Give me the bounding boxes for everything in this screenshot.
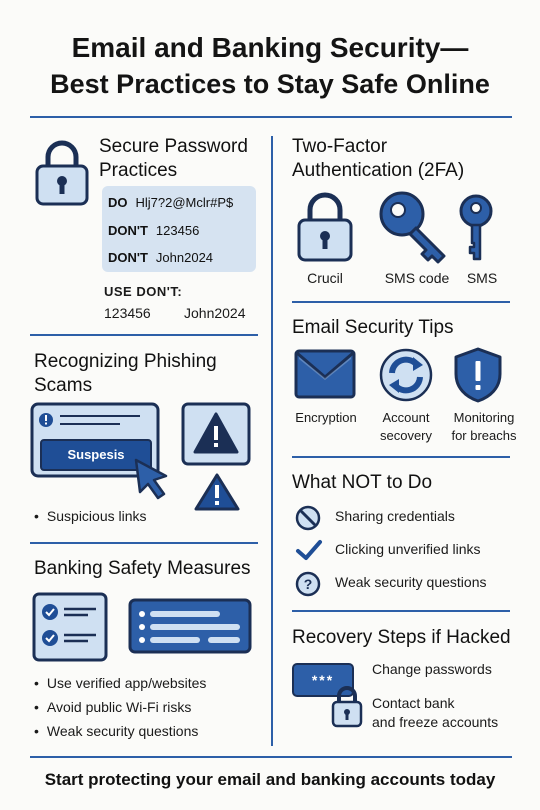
page-title-line2: Best Practices to Stay Safe Online bbox=[50, 69, 490, 99]
email-tip-label: for breachs bbox=[451, 428, 517, 443]
section-divider bbox=[30, 334, 258, 336]
phishing-title-line1: Recognizing Phishing bbox=[34, 351, 217, 372]
footer-cta: Start protecting your email and banking accounts today bbox=[44, 770, 496, 789]
column-divider bbox=[271, 136, 273, 746]
recovery-step: Change passwords bbox=[372, 661, 492, 677]
page-title-line1: Email and Banking Security— bbox=[71, 32, 469, 63]
banking-bullet: • Avoid public Wi-Fi risks bbox=[34, 699, 191, 715]
lock-icon bbox=[34, 137, 90, 207]
section-divider bbox=[292, 456, 510, 458]
small-key-icon bbox=[458, 193, 494, 263]
prohibited-icon bbox=[295, 505, 321, 531]
warning-box-icon bbox=[181, 402, 251, 466]
email-tip-label: Encryption bbox=[295, 410, 357, 425]
warning-icon bbox=[193, 472, 241, 512]
password-row-value: 123456 bbox=[155, 223, 200, 238]
password-row-value: John2024 bbox=[155, 250, 214, 265]
shield-alert-icon bbox=[452, 346, 504, 404]
recovery-step: Contact bank bbox=[372, 695, 455, 711]
password-row-dont bbox=[108, 223, 199, 238]
not-to-do-title: What NOT to Do bbox=[292, 472, 433, 493]
section-divider bbox=[292, 610, 510, 612]
email-tip-label: Monitoring bbox=[453, 410, 515, 425]
envelope-icon bbox=[294, 349, 356, 399]
refresh-icon bbox=[377, 347, 435, 403]
bad-password-example: John2024 bbox=[184, 305, 246, 321]
password-row-value: Hlj7?2@Mclr#P$ bbox=[135, 195, 234, 210]
svg-text:?: ? bbox=[303, 576, 313, 592]
recovery-title: Recovery Steps if Hacked bbox=[292, 627, 511, 648]
question-icon bbox=[295, 571, 321, 597]
banking-app-card-icon bbox=[128, 598, 252, 654]
banking-title: Banking Safety Measures bbox=[34, 558, 251, 579]
password-title-line1: Secure Password bbox=[99, 136, 248, 157]
section-divider bbox=[30, 542, 258, 544]
email-tips-title: Email Security Tips bbox=[292, 317, 454, 338]
padlock-icon bbox=[296, 188, 354, 264]
twofa-title-line1: Two-Factor bbox=[292, 136, 388, 157]
twofa-label: SMS code bbox=[384, 270, 450, 286]
section-divider bbox=[292, 301, 510, 303]
email-tip-label: secovery bbox=[379, 428, 433, 443]
password-row-label: DO bbox=[108, 195, 128, 210]
footer-divider bbox=[30, 756, 512, 758]
suspicious-button[interactable]: Suspesis bbox=[40, 439, 152, 471]
password-row-label: DON'T bbox=[108, 250, 148, 265]
not-to-do-item: Weak security questions bbox=[335, 574, 487, 590]
checklist-icon bbox=[32, 592, 108, 662]
password-row-dont bbox=[108, 250, 213, 265]
recovery-step: and freeze accounts bbox=[372, 714, 499, 730]
email-tip-label: Account bbox=[382, 410, 430, 425]
phishing-title-line2: Scams bbox=[34, 375, 93, 396]
password-card-icon: *** bbox=[292, 663, 354, 697]
phishing-bullet: • Suspicious links bbox=[34, 508, 147, 524]
not-to-do-item: Sharing credentials bbox=[335, 508, 455, 524]
password-title-line2: Practices bbox=[99, 160, 178, 181]
header-divider bbox=[30, 116, 512, 118]
password-row-label: DON'T bbox=[108, 223, 148, 238]
use-dont-label: USE DON'T: bbox=[104, 284, 183, 299]
key-icon bbox=[378, 190, 450, 264]
bad-password-example: 123456 bbox=[104, 305, 151, 321]
banking-bullet: • Use verified app/websites bbox=[34, 675, 206, 691]
check-icon bbox=[295, 538, 323, 562]
cursor-icon bbox=[132, 456, 174, 500]
twofa-label: Crucil bbox=[307, 270, 343, 286]
twofa-title-line2: Authentication (2FA) bbox=[292, 160, 465, 181]
twofa-label: SMS bbox=[466, 270, 498, 286]
not-to-do-item: Clicking unverified links bbox=[335, 541, 481, 557]
password-row-do bbox=[108, 195, 233, 210]
banking-bullet: • Weak security questions bbox=[34, 723, 198, 739]
recovery-lock-icon bbox=[330, 683, 364, 729]
